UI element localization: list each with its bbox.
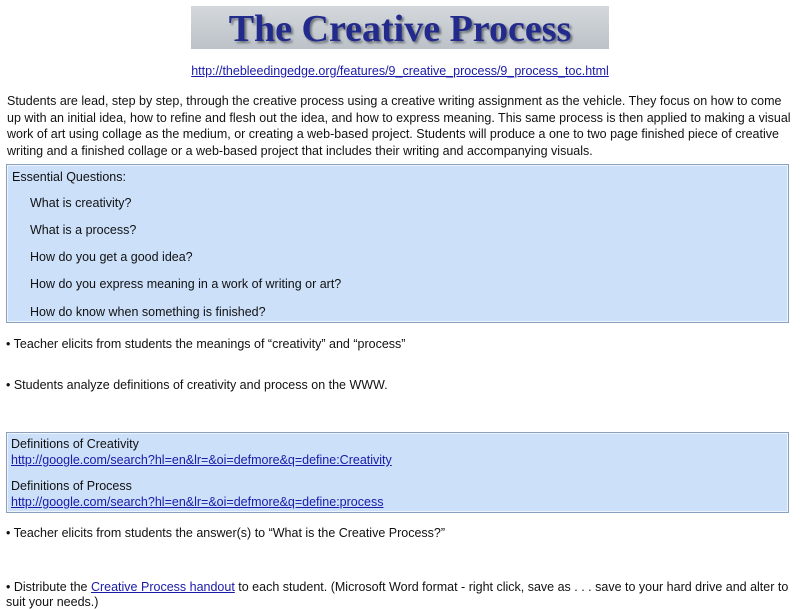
page-title-banner (191, 6, 609, 49)
intro-paragraph (7, 93, 793, 159)
creative-process-handout-link[interactable]: Creative Process handout (90, 580, 235, 594)
bullet-text: • Distribute the (6, 580, 91, 594)
bullet-distribute-handout (6, 580, 788, 594)
process-definitions-label: Definitions of Process (11, 479, 132, 493)
question-item: What is a process? (30, 223, 137, 237)
intro-line: work of art using collage as the medium, or creating a web-based project. Students will produce a one to two page finished piece of creative (7, 127, 779, 141)
toc-link-row (0, 64, 800, 78)
bullet-teacher-creative-process: • Teacher elicits from students the answer(s) to “What is the Creative Process?” (6, 526, 446, 540)
question-item: How do know when something is finished? (30, 305, 266, 319)
bullet-students-analyze: • Students analyze definitions of creativity and process on the WWW. (6, 378, 388, 392)
question-item: How do you get a good idea? (30, 250, 193, 264)
question-item: What is creativity? (30, 196, 132, 210)
question-item: How do you express meaning in a work of writing or art? (30, 277, 342, 291)
definitions-box (6, 432, 789, 513)
creativity-definitions-link[interactable]: http://google.com/search?hl=en&lr=&oi=defmore&q=define:Creativity (11, 453, 392, 467)
toc-link[interactable]: http://thebleedingedge.org/features/9_creative_process/9_process_toc.html (191, 64, 609, 78)
bullet-text: to each student. (Microsoft Word format - right click, save as . . . save to your hard drive and alter to (234, 580, 789, 594)
intro-line: up with an initial idea, how to refine and flesh out the idea, and how to express meaning. This same process is then applied to making a visual (7, 110, 791, 125)
essential-questions-heading: Essential Questions: (12, 170, 126, 184)
bullet-distribute-continuation: suit your needs.) (6, 595, 99, 609)
process-definitions-link[interactable]: http://google.com/search?hl=en&lr=&oi=defmore&q=define:process (11, 495, 384, 509)
creativity-definitions-label: Definitions of Creativity (11, 437, 139, 451)
essential-questions-box (6, 164, 789, 323)
intro-line: Students are lead, step by step, through the creative process using a creative writing assignment as the vehicle. They focus on how to come (7, 94, 782, 108)
page-title: The Creative Process (228, 8, 572, 50)
intro-line: writing and a finished collage or a web-based project that includes their writing and accompanying visuals. (7, 143, 593, 158)
bullet-teacher-meanings: • Teacher elicits from students the meanings of “creativity” and “process” (6, 337, 406, 351)
